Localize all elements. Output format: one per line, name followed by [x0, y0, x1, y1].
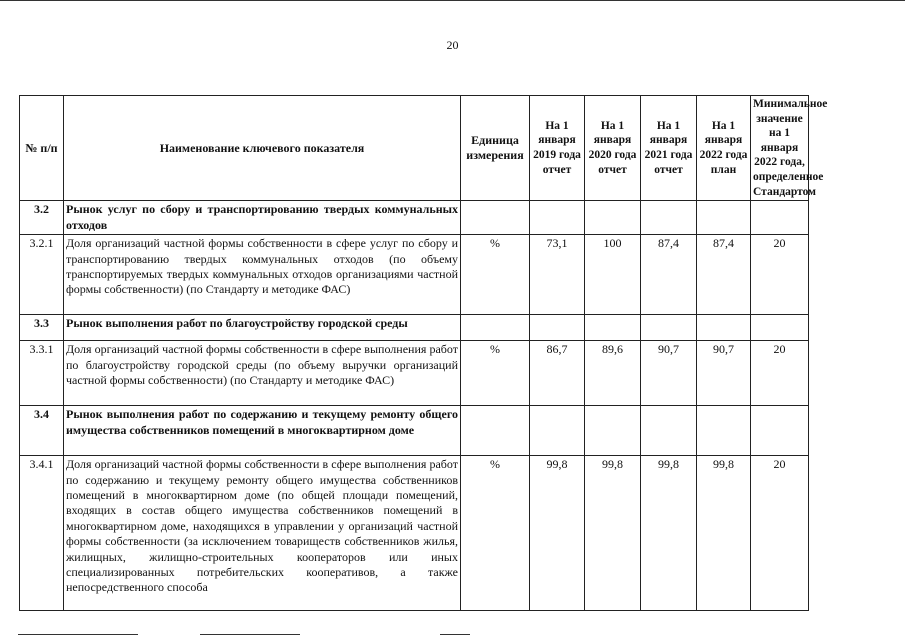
table-row: [20, 341, 809, 406]
table-header-row: [20, 96, 809, 201]
row-value-2019: [530, 406, 585, 456]
row-value-2020: 100: [585, 235, 641, 315]
row-min-value: 20: [751, 235, 809, 315]
row-value-2019: 86,7: [530, 341, 585, 406]
header-2019: На 1 января 2019 года отчет: [530, 96, 585, 201]
row-value-2019: [530, 201, 585, 235]
header-number: № п/п: [20, 96, 64, 201]
row-value-2022: 90,7: [697, 341, 751, 406]
row-indicator-name: Доля организаций частной формы собственности в сфере выполнения работ по содержанию и текущему ремонту общего имущества собственников помещений в многоквартирном доме (по общей площади помещений, входящих в состав общего имущества собственников помещений в многоквартирном доме, находящихся в управлении у организаций частной формы собственности (за исключением товариществ собственников жилья, жилищных, жилищно-строительных кооператоров или иных специализированных потребительских кооперативов, а также непосредственного способа: [64, 456, 461, 611]
header-2021: На 1 января 2021 года отчет: [641, 96, 697, 201]
row-indicator-name: Рынок услуг по сбору и транспортированию твердых коммунальных отходов: [64, 201, 461, 235]
table-row: [20, 406, 809, 456]
row-min-value: 20: [751, 341, 809, 406]
scan-edge-bottom-right: [440, 634, 470, 635]
row-unit: [461, 406, 530, 456]
row-unit: %: [461, 341, 530, 406]
row-value-2022: 87,4: [697, 235, 751, 315]
row-value-2021: [641, 406, 697, 456]
row-value-2020: 99,8: [585, 456, 641, 611]
row-value-2021: [641, 315, 697, 341]
row-indicator-name: Рынок выполнения работ по благоустройству городской среды: [64, 315, 461, 341]
table-row: [20, 315, 809, 341]
header-2020: На 1 января 2020 года отчет: [585, 96, 641, 201]
row-value-2020: [585, 315, 641, 341]
header-min-value: Минимальное значение на 1 января 2022 года, определенное Стандартом: [751, 96, 809, 201]
row-min-value: [751, 406, 809, 456]
row-indicator-name: Доля организаций частной формы собственности в сфере выполнения работ по благоустройству городской среды (по объему выручки организаций частной формы собственности) (по Стандарту и методике ФАС): [64, 341, 461, 406]
row-number: 3.3.1: [20, 341, 64, 406]
row-unit: %: [461, 456, 530, 611]
row-indicator-name: Доля организаций частной формы собственности в сфере услуг по сбору и транспортированию твердых коммунальных отходов (по объему транспортируемых твердых коммунальных отходов организациями частной формы собственности) (по Стандарту и методике ФАС): [64, 235, 461, 315]
row-value-2021: [641, 201, 697, 235]
row-value-2019: [530, 315, 585, 341]
row-number: 3.3: [20, 315, 64, 341]
row-min-value: [751, 201, 809, 235]
page-number: 20: [446, 38, 459, 52]
scan-edge-bottom-mid: [200, 634, 300, 635]
row-value-2022: [697, 315, 751, 341]
row-value-2020: [585, 406, 641, 456]
row-value-2022: [697, 201, 751, 235]
row-min-value: [751, 315, 809, 341]
row-value-2021: 87,4: [641, 235, 697, 315]
header-indicator-name: Наименование ключевого показателя: [64, 96, 461, 201]
row-value-2020: 89,6: [585, 341, 641, 406]
row-number: 3.4: [20, 406, 64, 456]
row-unit: [461, 315, 530, 341]
row-value-2021: 90,7: [641, 341, 697, 406]
table-row: [20, 456, 809, 611]
row-value-2019: 99,8: [530, 456, 585, 611]
row-min-value: 20: [751, 456, 809, 611]
row-value-2019: 73,1: [530, 235, 585, 315]
row-value-2021: 99,8: [641, 456, 697, 611]
row-unit: %: [461, 235, 530, 315]
scan-edge-bottom-left: [18, 634, 138, 635]
row-value-2020: [585, 201, 641, 235]
table-row: [20, 201, 809, 235]
header-2022: На 1 января 2022 года план: [697, 96, 751, 201]
row-number: 3.2: [20, 201, 64, 235]
header-unit: Единица измерения: [461, 96, 530, 201]
indicator-table: [19, 95, 828, 611]
row-unit: [461, 201, 530, 235]
row-value-2022: 99,8: [697, 456, 751, 611]
scan-edge-top: [0, 0, 905, 1]
table-row: [20, 235, 809, 315]
row-number: 3.2.1: [20, 235, 64, 315]
row-value-2022: [697, 406, 751, 456]
row-number: 3.4.1: [20, 456, 64, 611]
row-indicator-name: Рынок выполнения работ по содержанию и текущему ремонту общего имущества собственников помещений в многоквартирном доме: [64, 406, 461, 456]
